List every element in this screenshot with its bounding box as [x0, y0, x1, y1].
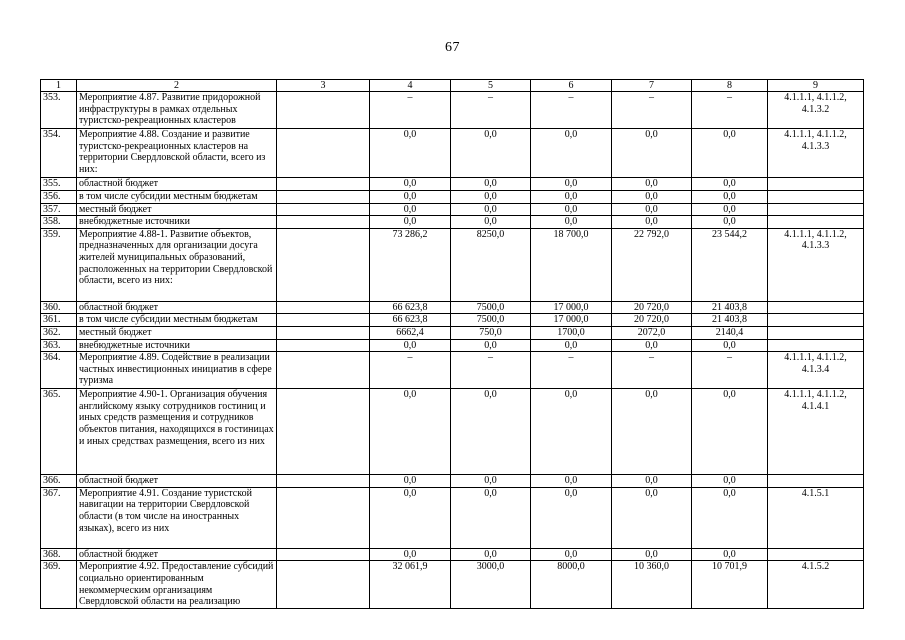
cell-col3	[277, 314, 370, 327]
table-row	[41, 339, 864, 352]
table-row	[41, 352, 864, 389]
cell-col5: 0,0	[451, 191, 531, 204]
table-row	[41, 178, 864, 191]
row-goal-codes: 4.1.5.2	[768, 561, 864, 609]
column-header: 7	[612, 80, 692, 92]
column-header: 3	[277, 80, 370, 92]
cell-col4: 0,0	[370, 129, 451, 178]
cell-col7: 22 792,0	[612, 228, 692, 301]
cell-col3	[277, 475, 370, 488]
row-name: Мероприятие 4.87. Развитие придорожной инфраструктуры в рамках отдельных туристско-рекреационных кластеров	[77, 92, 277, 129]
table-row	[41, 191, 864, 204]
cell-col7: 0,0	[612, 216, 692, 229]
cell-col3	[277, 191, 370, 204]
cell-col4: 66 623,8	[370, 301, 451, 314]
cell-col7: 0,0	[612, 389, 692, 475]
column-header: 4	[370, 80, 451, 92]
cell-col5: 0,0	[451, 203, 531, 216]
cell-col5: 8250,0	[451, 228, 531, 301]
cell-col7: 0,0	[612, 487, 692, 548]
cell-col7: 0,0	[612, 191, 692, 204]
cell-col6: –	[531, 92, 612, 129]
cell-col8: 0,0	[692, 548, 768, 561]
cell-col8: 0,0	[692, 191, 768, 204]
cell-col7: –	[612, 352, 692, 389]
cell-col5: 7500,0	[451, 301, 531, 314]
cell-col8: 21 403,8	[692, 301, 768, 314]
cell-col5: 750,0	[451, 326, 531, 339]
cell-col4: 0,0	[370, 339, 451, 352]
row-goal-codes	[768, 301, 864, 314]
row-name: в том числе субсидии местным бюджетам	[77, 191, 277, 204]
cell-col7: 20 720,0	[612, 314, 692, 327]
cell-col5: 0,0	[451, 389, 531, 475]
cell-col4: 0,0	[370, 191, 451, 204]
cell-col8: 0,0	[692, 389, 768, 475]
cell-col6: 0,0	[531, 129, 612, 178]
cell-col5: 0,0	[451, 487, 531, 548]
cell-col4: 0,0	[370, 203, 451, 216]
row-goal-codes	[768, 548, 864, 561]
row-name: местный бюджет	[77, 203, 277, 216]
cell-col3	[277, 352, 370, 389]
cell-col4: –	[370, 352, 451, 389]
table-header-row	[41, 80, 864, 92]
row-number: 355.	[41, 178, 77, 191]
column-header: 1	[41, 80, 77, 92]
row-name: областной бюджет	[77, 301, 277, 314]
cell-col4: 0,0	[370, 475, 451, 488]
cell-col3	[277, 561, 370, 609]
cell-col3	[277, 301, 370, 314]
cell-col6: 0,0	[531, 178, 612, 191]
table-row	[41, 228, 864, 301]
budget-table	[40, 79, 864, 609]
row-goal-codes: 4.1.1.1, 4.1.1.2, 4.1.4.1	[768, 389, 864, 475]
cell-col4: 66 623,8	[370, 314, 451, 327]
row-name: Мероприятие 4.91. Создание туристской навигации на территории Свердловской области (в том числе на иностранных языках), всего из них	[77, 487, 277, 548]
cell-col6: 0,0	[531, 216, 612, 229]
row-name: в том числе субсидии местным бюджетам	[77, 314, 277, 327]
row-goal-codes: 4.1.1.1, 4.1.1.2, 4.1.3.3	[768, 228, 864, 301]
cell-col7: 0,0	[612, 339, 692, 352]
cell-col6: 0,0	[531, 487, 612, 548]
cell-col3	[277, 326, 370, 339]
row-number: 354.	[41, 129, 77, 178]
row-goal-codes	[768, 326, 864, 339]
cell-col6: 8000,0	[531, 561, 612, 609]
row-name: Мероприятие 4.92. Предоставление субсидий социально ориентированным некоммерческим организациям Свердловской области на реализацию	[77, 561, 277, 609]
cell-col3	[277, 389, 370, 475]
column-header: 9	[768, 80, 864, 92]
cell-col4: 32 061,9	[370, 561, 451, 609]
cell-col5: –	[451, 352, 531, 389]
cell-col8: 0,0	[692, 178, 768, 191]
cell-col8: 0,0	[692, 487, 768, 548]
cell-col8: 10 701,9	[692, 561, 768, 609]
table-row	[41, 487, 864, 548]
cell-col6: 0,0	[531, 475, 612, 488]
cell-col7: –	[612, 92, 692, 129]
cell-col4: 0,0	[370, 548, 451, 561]
row-number: 365.	[41, 389, 77, 475]
cell-col3	[277, 216, 370, 229]
table-row	[41, 475, 864, 488]
cell-col4: 0,0	[370, 216, 451, 229]
page-number: 67	[445, 40, 460, 55]
row-name: местный бюджет	[77, 326, 277, 339]
cell-col7: 0,0	[612, 129, 692, 178]
cell-col7: 20 720,0	[612, 301, 692, 314]
cell-col5: 0,0	[451, 129, 531, 178]
cell-col3	[277, 339, 370, 352]
column-header: 2	[77, 80, 277, 92]
cell-col7: 0,0	[612, 178, 692, 191]
row-goal-codes: 4.1.1.1, 4.1.1.2, 4.1.3.2	[768, 92, 864, 129]
cell-col4: 0,0	[370, 487, 451, 548]
row-name: Мероприятие 4.89. Содействие в реализации частных инвестиционных инициатив в сфере туризма	[77, 352, 277, 389]
cell-col7: 2072,0	[612, 326, 692, 339]
row-number: 363.	[41, 339, 77, 352]
cell-col5: 0,0	[451, 339, 531, 352]
cell-col6: 0,0	[531, 389, 612, 475]
table-row	[41, 314, 864, 327]
cell-col3	[277, 92, 370, 129]
cell-col5: 0,0	[451, 475, 531, 488]
row-number: 368.	[41, 548, 77, 561]
cell-col6: 18 700,0	[531, 228, 612, 301]
cell-col4: 0,0	[370, 389, 451, 475]
row-number: 367.	[41, 487, 77, 548]
cell-col3	[277, 129, 370, 178]
row-goal-codes: 4.1.1.1, 4.1.1.2, 4.1.3.4	[768, 352, 864, 389]
cell-col8: 21 403,8	[692, 314, 768, 327]
cell-col8: 0,0	[692, 475, 768, 488]
cell-col7: 0,0	[612, 203, 692, 216]
row-goal-codes	[768, 314, 864, 327]
cell-col3	[277, 228, 370, 301]
cell-col3	[277, 178, 370, 191]
cell-col8: –	[692, 352, 768, 389]
table-row	[41, 216, 864, 229]
row-goal-codes	[768, 178, 864, 191]
table-row	[41, 301, 864, 314]
table-row	[41, 326, 864, 339]
cell-col6: –	[531, 352, 612, 389]
cell-col3	[277, 487, 370, 548]
cell-col5: 0,0	[451, 178, 531, 191]
cell-col7: 0,0	[612, 548, 692, 561]
cell-col4: 0,0	[370, 178, 451, 191]
row-number: 358.	[41, 216, 77, 229]
row-name: внебюджетные источники	[77, 339, 277, 352]
row-number: 361.	[41, 314, 77, 327]
table-row	[41, 203, 864, 216]
table-row	[41, 92, 864, 129]
table-row	[41, 129, 864, 178]
cell-col6: 17 000,0	[531, 314, 612, 327]
row-goal-codes	[768, 191, 864, 204]
cell-col3	[277, 548, 370, 561]
cell-col7: 10 360,0	[612, 561, 692, 609]
row-name: Мероприятие 4.90-1. Организация обучения английскому языку сотрудников гостиниц и иных средств размещения и сотрудников объектов питания, находящихся в гостиницах и иных средствах размещения, всего из них	[77, 389, 277, 475]
cell-col8: 2140,4	[692, 326, 768, 339]
cell-col8: 0,0	[692, 203, 768, 216]
row-number: 364.	[41, 352, 77, 389]
cell-col4: 6662,4	[370, 326, 451, 339]
row-number: 357.	[41, 203, 77, 216]
table-row	[41, 548, 864, 561]
cell-col8: 0,0	[692, 216, 768, 229]
cell-col5: 3000,0	[451, 561, 531, 609]
cell-col4: –	[370, 92, 451, 129]
row-number: 353.	[41, 92, 77, 129]
cell-col5: 7500,0	[451, 314, 531, 327]
cell-col4: 73 286,2	[370, 228, 451, 301]
column-header: 6	[531, 80, 612, 92]
table-row	[41, 389, 864, 475]
cell-col3	[277, 203, 370, 216]
cell-col6: 0,0	[531, 191, 612, 204]
row-goal-codes	[768, 216, 864, 229]
column-header: 8	[692, 80, 768, 92]
cell-col8: 0,0	[692, 129, 768, 178]
cell-col8: 23 544,2	[692, 228, 768, 301]
row-name: областной бюджет	[77, 548, 277, 561]
row-goal-codes: 4.1.5.1	[768, 487, 864, 548]
row-number: 356.	[41, 191, 77, 204]
row-number: 366.	[41, 475, 77, 488]
cell-col5: –	[451, 92, 531, 129]
row-number: 362.	[41, 326, 77, 339]
table-row	[41, 561, 864, 609]
cell-col6: 0,0	[531, 548, 612, 561]
row-name: внебюджетные источники	[77, 216, 277, 229]
row-name: областной бюджет	[77, 475, 277, 488]
row-name: Мероприятие 4.88-1. Развитие объектов, предназначенных для организации досуга жителей муниципальных образований, расположенных на территории Свердловской области, всего из них:	[77, 228, 277, 301]
cell-col6: 0,0	[531, 203, 612, 216]
cell-col6: 17 000,0	[531, 301, 612, 314]
row-name: областной бюджет	[77, 178, 277, 191]
cell-col5: 0,0	[451, 548, 531, 561]
row-name: Мероприятие 4.88. Создание и развитие туристско-рекреационных кластеров на территории Свердловской области, всего из них:	[77, 129, 277, 178]
column-header: 5	[451, 80, 531, 92]
table-body	[41, 92, 864, 609]
cell-col7: 0,0	[612, 475, 692, 488]
row-number: 360.	[41, 301, 77, 314]
row-goal-codes	[768, 475, 864, 488]
row-number: 359.	[41, 228, 77, 301]
cell-col6: 1700,0	[531, 326, 612, 339]
cell-col6: 0,0	[531, 339, 612, 352]
cell-col8: 0,0	[692, 339, 768, 352]
cell-col5: 0,0	[451, 216, 531, 229]
row-goal-codes	[768, 339, 864, 352]
row-number: 369.	[41, 561, 77, 609]
row-goal-codes: 4.1.1.1, 4.1.1.2, 4.1.3.3	[768, 129, 864, 178]
row-goal-codes	[768, 203, 864, 216]
cell-col8: –	[692, 92, 768, 129]
